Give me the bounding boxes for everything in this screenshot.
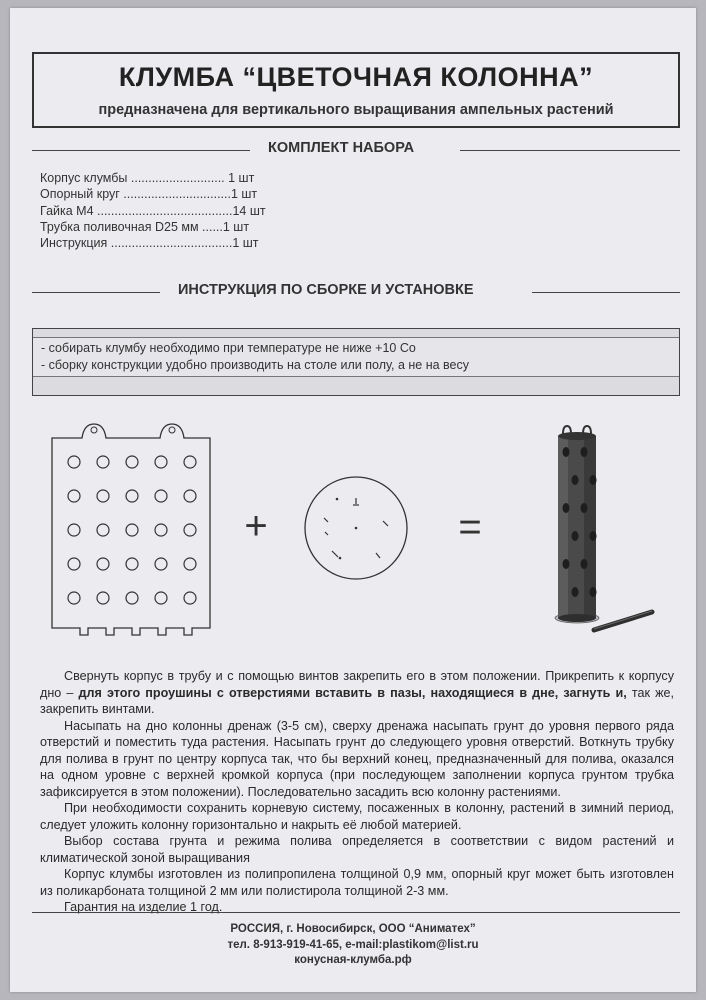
- panel-hole: [184, 524, 196, 536]
- kit-section-header: [32, 140, 680, 160]
- equals-symbol: =: [458, 505, 482, 549]
- plus-symbol: +: [244, 504, 268, 548]
- kit-item: Корпус клумбы ........................... 1 шт: [40, 171, 255, 185]
- document-title: КЛУМБА “ЦВЕТОЧНАЯ КОЛОННА”: [118, 62, 594, 92]
- panel-hole: [97, 456, 109, 468]
- panel-hole: [126, 592, 138, 604]
- panel-hole: [68, 558, 80, 570]
- divider-line: [532, 292, 680, 293]
- kit-item: Опорный круг ...............................1 шт: [40, 187, 258, 202]
- assembly-diagram: [10, 418, 696, 658]
- panel-hole: [68, 456, 80, 468]
- column-hole: [572, 475, 579, 485]
- column-hole: [590, 587, 597, 597]
- footer-contacts: [10, 922, 696, 969]
- column-hole: [590, 475, 597, 485]
- warning-box: [32, 328, 680, 396]
- column-hole: [572, 531, 579, 541]
- panel-hole: [68, 490, 80, 502]
- paragraph-winter: При необходимости сохранить корневую систему, посаженных в колонну, растений в зимний период, следует уложить колонну горизонтально и накрыть её любой материей.: [40, 801, 674, 832]
- footer-address: РОССИЯ, г. Новосибирск, ООО “Аниматех”: [230, 923, 476, 935]
- paragraph-text: Свернуть корпус в трубу и с помощью винтов закрепить его в этом положении. Прикрепить к корпусу дно –: [40, 669, 674, 700]
- footer-divider: [32, 912, 680, 913]
- panel-hole: [155, 490, 167, 502]
- warning-note: - собирать клумбу необходимо при температуре не ниже +10 Со: [41, 341, 416, 355]
- divider-line: [32, 292, 160, 293]
- panel-hole: [184, 456, 196, 468]
- kit-item: Инструкция ...................................1 шт: [40, 236, 259, 251]
- assembly-diagram-svg: [10, 418, 696, 658]
- paragraph-material: Корпус клумбы изготовлен из полипропилена толщиной 0,9 мм, опорный круг может быть изготовлен из поликарбоната толщиной 2 мм или полистирола толщиной 2-3 мм.: [40, 867, 674, 898]
- kit-item: Трубка поливочная D25 мм ......1 шт: [40, 219, 250, 234]
- panel-hole: [155, 592, 167, 604]
- column-hole: [581, 447, 588, 457]
- assembly-heading: ИНСТРУКЦИЯ ПО СБОРКЕ И УСТАНОВКЕ: [178, 282, 474, 298]
- column-hole: [581, 559, 588, 569]
- column-hole: [581, 503, 588, 513]
- column-hole: [563, 447, 570, 457]
- warning-notes: [33, 337, 679, 377]
- paragraph-soil: Выбор состава грунта и режима полива определяется в соответствии с видом растений и климатической зоной выращивания: [40, 834, 674, 865]
- kit-heading: КОМПЛЕКТ НАБОРА: [268, 140, 415, 156]
- instruction-sheet: [10, 8, 696, 992]
- footer-phone-email: тел. 8-913-919-41-65, e-mail:plastikom@list.ru: [227, 938, 479, 951]
- paragraph-assembly: [40, 668, 674, 718]
- flat-body-panel: [52, 424, 210, 635]
- column-hole: [563, 503, 570, 513]
- panel-hole: [68, 592, 80, 604]
- paragraph-text: так же, закрепить винтами.: [40, 685, 674, 716]
- equals-sign: [458, 505, 481, 549]
- panel-hole: [126, 456, 138, 468]
- assembled-column-photo: [555, 426, 652, 630]
- warning-note: - сборку конструкции удобно производить на столе или полу, а не на весу: [41, 358, 469, 372]
- panel-hole: [97, 524, 109, 536]
- divider-line: [32, 150, 250, 151]
- paragraph-bold-text: для этого проушины с отверстиями вставить в пазы, находящиеся в дне, загнуть и,: [78, 685, 627, 700]
- panel-hole: [184, 592, 196, 604]
- panel-hole: [155, 456, 167, 468]
- title-box: [32, 52, 680, 128]
- panel-hole: [184, 490, 196, 502]
- assembly-section-header: [32, 282, 680, 302]
- panel-hole: [155, 524, 167, 536]
- panel-hole: [68, 524, 80, 536]
- kit-item: Гайка М4 .......................................14 шт: [40, 203, 266, 218]
- panel-hole: [97, 558, 109, 570]
- column-hole: [572, 587, 579, 597]
- kit-list: [40, 170, 266, 251]
- footer-website: конусная-клумба.рф: [294, 954, 412, 966]
- instruction-text: [40, 668, 674, 916]
- plus-sign: [244, 504, 267, 548]
- panel-hole: [97, 490, 109, 502]
- panel-hole: [97, 592, 109, 604]
- column-hole: [563, 559, 570, 569]
- panel-hole: [184, 558, 196, 570]
- document-subtitle: предназначена для вертикального выращивания ампельных растений: [98, 102, 614, 118]
- paragraph-planting: Насыпать на дно колонны дренаж (3-5 см), сверху дренажа насыпать грунт до уровня первого ряда отверстий и поместить туда растения. Насыпать грунт до следующего уровня отверстий. Воткнуть трубку для полива в грунт по центру корпуса так, что бы верхний конец, предназначенный для полива, оказался на одном уровне с верхней кромкой корпуса (при последующем заполнении корпуса грунтом трубка зафиксируется в этом положении). Последовательно засадить всю колонну растениями.: [40, 718, 674, 799]
- panel-hole: [126, 490, 138, 502]
- support-disc: [305, 477, 407, 579]
- panel-hole: [126, 524, 138, 536]
- column-hole: [590, 531, 597, 541]
- panel-hole: [155, 558, 167, 570]
- paragraph-warranty: Гарантия на изделие 1 год.: [64, 900, 223, 914]
- divider-line: [460, 150, 680, 151]
- panel-hole: [126, 558, 138, 570]
